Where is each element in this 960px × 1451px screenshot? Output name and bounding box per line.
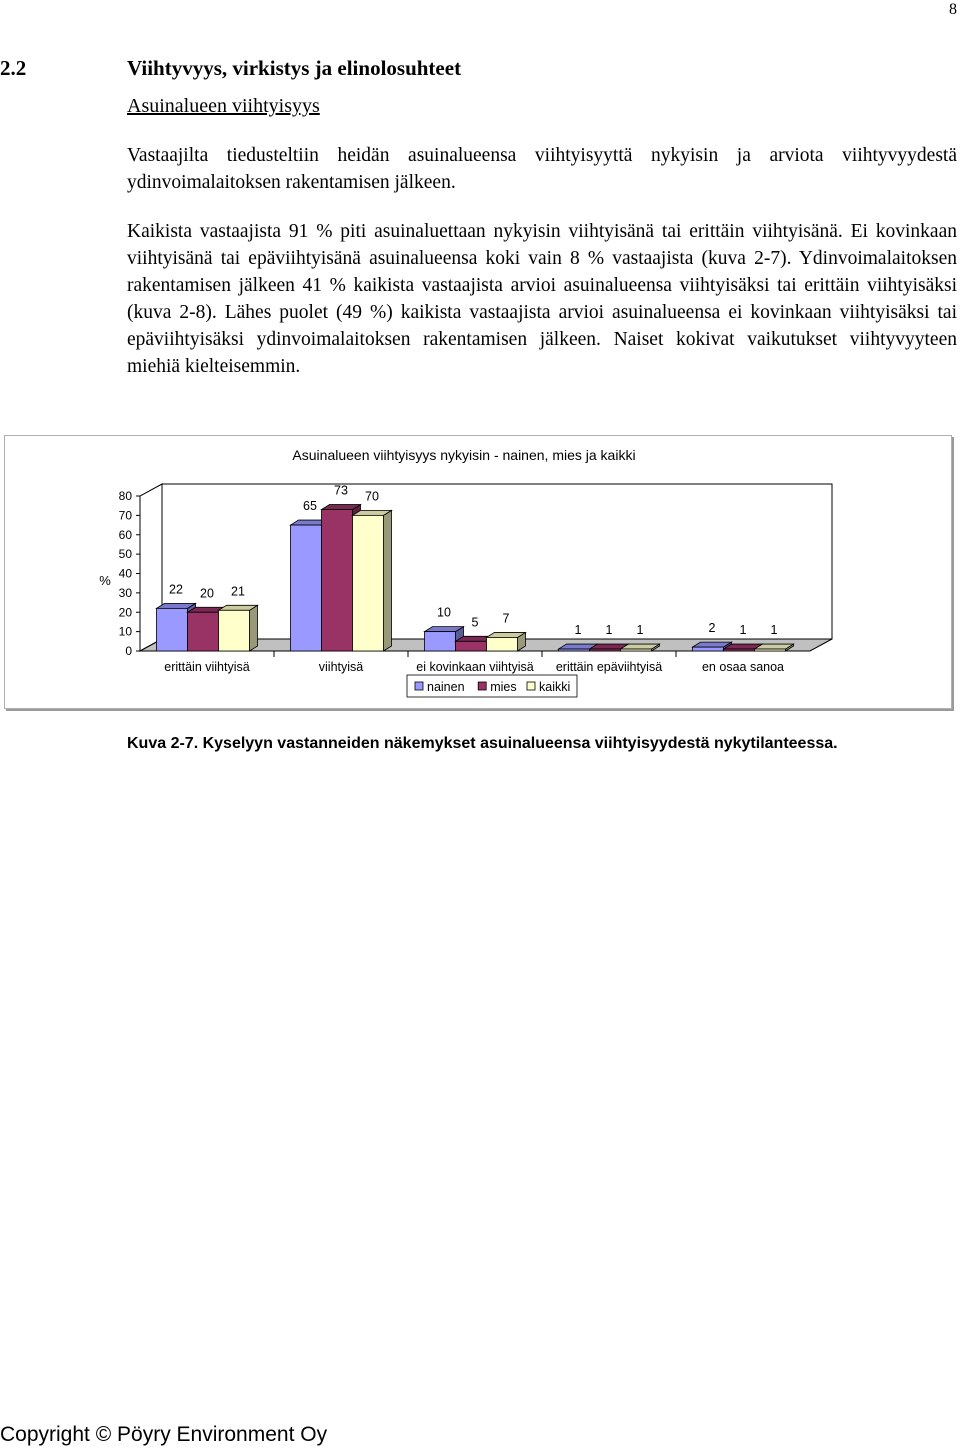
bar-front (188, 612, 219, 651)
y-tick-label: 60 (118, 527, 132, 542)
data-label: 1 (605, 623, 613, 638)
bar-front (559, 649, 590, 651)
x-tick-label: erittäin epäviihtyisä (555, 660, 663, 674)
legend-label: nainen (427, 680, 465, 694)
bar-front (724, 649, 755, 651)
chart-legend (407, 675, 577, 697)
y-tick-label: 80 (118, 489, 132, 503)
results-paragraph: Kaikista vastaajista 91 % piti asuinaluettaan nykyisin viihtyisänä tai erittäin viihtyisänä. Ei kovinkaan viihtyisänä tai epäviihtyisänä asuinalueensa koki vain 8 % vastaajista (kuva 2-7). Ydinvoimalaitoksen rakentamisen jälkeen 41 % kaikista vastaajista arvioi asuinalueensa viihtyisäksi tai erittäin viihtyisäksi (kuva 2-8). Lähes puolet (49 %) kaikista vastaajista arvioi asuinalueensa ei kovinkaan viihtyisäksi tai epäviihtyisäksi ydinvoimalaitoksen rakentamisen jälkeen. Naiset kokivat vaikutukset viihtyvyyteen miehiä kielteisemmin. (127, 221, 957, 377)
section-number: 2.2 (0, 56, 27, 80)
page-number: 8 (949, 1, 957, 18)
bar-side (384, 510, 392, 651)
data-label: 2 (708, 621, 716, 636)
x-tick-label: ei kovinkaan viihtyisä (416, 660, 534, 674)
data-label: 1 (574, 623, 582, 638)
x-tick-label: en osaa sanoa (701, 660, 785, 674)
chart-bar (353, 510, 392, 651)
legend-swatch (415, 682, 423, 690)
legend-swatch (527, 682, 535, 690)
back-wall (162, 484, 832, 639)
x-tick-label: erittäin viihtyisä (164, 660, 250, 674)
y-tick-label: 70 (118, 508, 132, 523)
bar-front (353, 515, 384, 651)
bar-front (157, 608, 188, 651)
bar-side (250, 605, 258, 651)
data-label: 1 (739, 623, 747, 638)
data-label: 5 (471, 615, 479, 630)
bar-front (425, 632, 456, 651)
bar-chart (5, 436, 951, 708)
data-label: 7 (502, 611, 510, 626)
y-tick-label: 40 (118, 566, 132, 581)
x-tick-label: viihtyisä (318, 660, 364, 674)
legend-label: mies (490, 680, 517, 694)
data-label: 20 (200, 586, 214, 601)
data-label: 70 (365, 489, 379, 504)
data-label: 21 (231, 584, 245, 599)
bar-front (693, 647, 724, 651)
chart-frame (4, 435, 952, 709)
data-label: 1 (636, 623, 644, 638)
intro-paragraph: Vastaajilta tiedusteltiin heidän asuinalueensa viihtyisyyttä nykyisin ja arviota viihtyvyydestä ydinvoimalaitoksen rakentamisen jälkeen. (127, 145, 957, 193)
bar-front (755, 649, 786, 651)
chart-bar (621, 644, 660, 651)
y-tick-label: 10 (118, 624, 132, 639)
data-label: 73 (334, 483, 348, 498)
bar-front (487, 637, 518, 651)
data-label: 65 (303, 499, 317, 514)
chart-bar (755, 644, 794, 651)
bar-front (291, 525, 322, 651)
legend-swatch (478, 682, 486, 690)
legend-label: kaikki (539, 680, 571, 694)
bar-front (322, 510, 353, 651)
y-tick-label: 30 (118, 585, 132, 600)
bar-front (590, 649, 621, 651)
data-label: 1 (770, 623, 778, 638)
data-label: 22 (169, 582, 183, 597)
bar-front (456, 641, 487, 651)
subsection-heading: Asuinalueen viihtyisyys (127, 95, 320, 117)
y-tick-label: 0 (125, 644, 132, 658)
chart-bar (487, 632, 526, 651)
figure-caption: Kuva 2-7. Kyselyyn vastanneiden näkemykset asuinalueensa viihtyisyydestä nykytilanteessa. (127, 735, 838, 752)
copyright-notice: Copyright © Pöyry Environment Oy (0, 1423, 328, 1446)
y-axis-label: % (99, 573, 111, 588)
bar-front (219, 610, 250, 651)
chart-bar (219, 605, 258, 651)
bar-front (621, 649, 652, 651)
section-title: Viihtyvyys, virkistys ja elinolosuhteet (127, 56, 462, 80)
data-label: 10 (437, 605, 451, 620)
y-tick-label: 20 (118, 605, 132, 620)
chart-title: Asuinalueen viihtyisyys nykyisin - nainen, mies ja kaikki (292, 447, 636, 463)
y-tick-label: 50 (118, 547, 132, 562)
